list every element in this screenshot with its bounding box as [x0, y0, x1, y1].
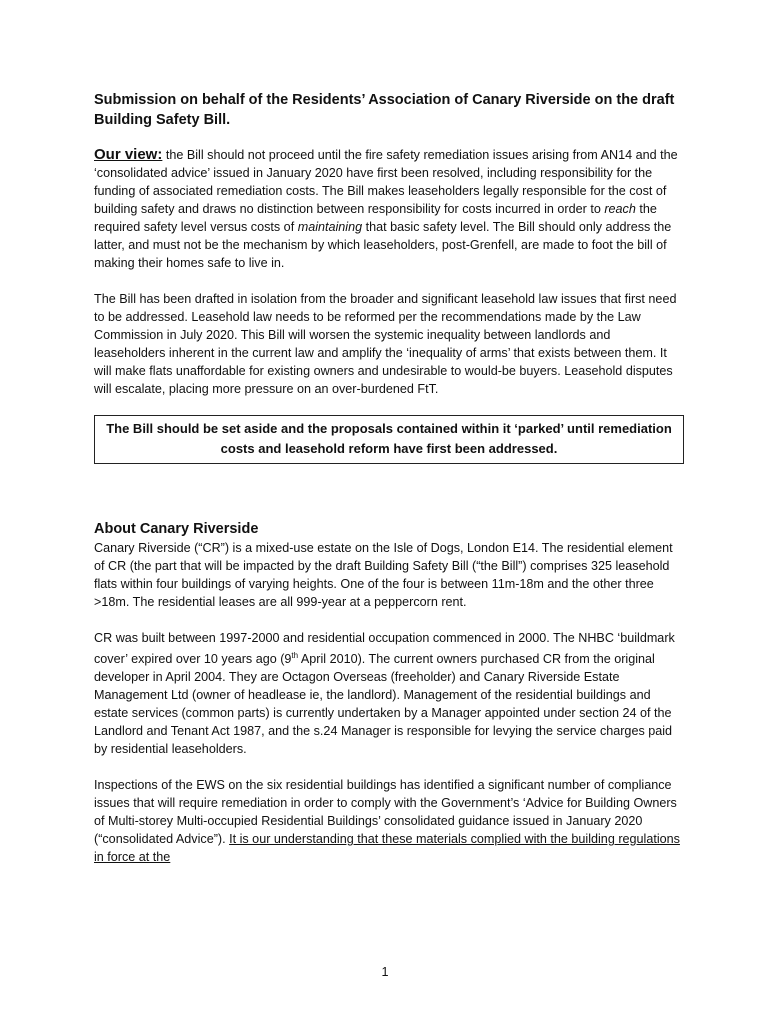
ordinal-suffix: th	[291, 651, 299, 660]
our-view-text-1: the Bill should not proceed until the fire safety remediation issues arising from AN14 and the ‘consolidated advice’ issued in January 2020 have first been resolved, including responsibility for the funding of associated remediation costs. The Bill makes leaseholders legally responsible for the cost of building safety and draws no distinction between responsibility for costs incurred in order to	[94, 148, 678, 216]
reach-emphasis: reach	[604, 202, 636, 216]
leasehold-paragraph: The Bill has been drafted in isolation from the broader and significant leasehold law issues that first need to be addressed. Leasehold law needs to be reformed per the recommendations made by the Law Commission in July 2020. This Bill will worsen the systemic inequality between landlords and leaseholders inherent in the current law and amplify the ‘inequality of arms’ that exists between them. It will make flats unaffordable for existing owners and undesirable to would-be buyers. Leasehold disputes will escalate, placing more pressure on an over-burdened FtT.	[94, 292, 677, 396]
inspections-paragraph	[94, 776, 684, 866]
maintaining-emphasis: maintaining	[297, 220, 363, 234]
our-view-text-3: that basic safety level. The Bill should only address the latter, and must not be the mechanism by which leaseholders, post-Grenfell, are made to foot the bill of making their homes safe to live in.	[94, 220, 672, 270]
page-number: 1	[381, 965, 389, 979]
our-view-label: Our view:	[94, 146, 163, 163]
about-heading: About Canary Riverside	[94, 521, 259, 537]
inspections-text: Inspections of the EWS on the six residential buildings has identified a significant number of compliance issues that will require remediation in order to comply with the Government’s ‘Advice for Building Owners of Multi-storey Multi-occupied Residential Buildings’ consolidated guidance issued in January 2020 (“consolidated Advice”).	[94, 778, 677, 847]
callout-box: The Bill should be set aside and the proposals contained within it ‘parked’ until remediation costs and leasehold reform have first been addressed.	[94, 415, 684, 464]
our-view-paragraph	[94, 146, 684, 272]
document-page	[94, 90, 684, 866]
construction-text-1: CR was built between 1997-2000 and residential occupation commenced in 2000. The NHBC ‘buildmark cover’ expired over 10 years ago (9	[94, 631, 675, 667]
construction-text-2: April 2010). The current owners purchased CR from the original developer in April 2004. They are Octagon Overseas (freeholder) and Canary Riverside Estate Management Ltd (owner of headlease ie, the landlord). Management of the residential buildings and estate services (common parts) is currently undertaken by a Manager appointed under section 24 of the Landlord and Tenant Act 1987, and the s.24 Manager is responsible for levying the service charges paid by residential leaseholders.	[94, 652, 673, 757]
our-view-text-2: the required safety level versus costs of	[94, 202, 657, 234]
document-title: Submission on behalf of the Residents’ Association of Canary Riverside on the draft Building Safety Bill.	[94, 92, 675, 128]
inspections-underlined-text: It is our understanding that these materials complied with the building regulations in force at the	[94, 832, 680, 865]
construction-paragraph	[94, 629, 684, 758]
about-paragraph: Canary Riverside (“CR”) is a mixed-use estate on the Isle of Dogs, London E14. The residential element of CR (the part that will be impacted by the draft Building Safety Bill (“the Bill”) comprises 325 leasehold flats within four buildings of varying heights. One of the four is between 11m-18m and the other three >18m. The residential leases are all 999-year at a peppercorn rent.	[94, 541, 673, 609]
